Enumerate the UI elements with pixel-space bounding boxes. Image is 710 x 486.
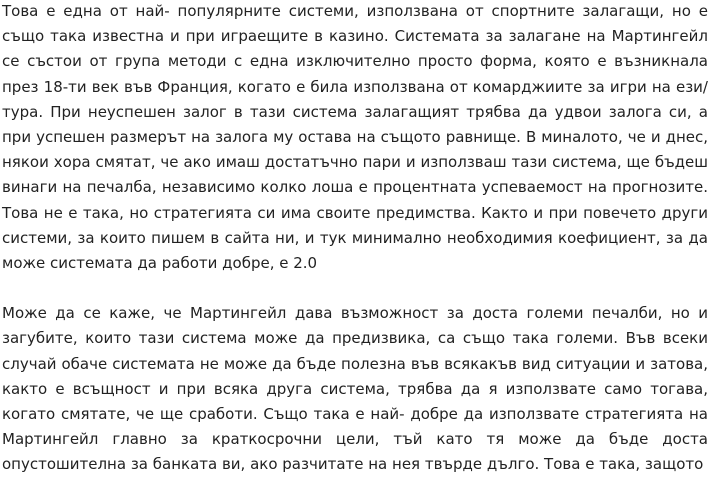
article-body [2, 0, 708, 478]
article-paragraph-1: Това е една от най- популярните системи, използвана от спортните залагащи, но е също така известна и при играещите в казино. Системата за залагане на Мартингейл се състои от група методи с една изключително просто форма, която е възникнала през 18-ти век във Франция, когато е била използвана от комарджиите за игри на ези/тура. При неуспешен залог в тази система залагащият трябва да удвои залога си, а при успешен размерът на залога му остава на същото равнище. В миналото, че и днес, някои хора смятат, че ако имаш достатъчно пари и използваш тази система, ще бъдеш винаги на печалба, независимо колко лоша е процентната успеваемост на прогнозите. Това не е така, но стратегията си има своите предимства. Както и при повечето други системи, за които пишем в сайта ни, и тук минимално необходимия коефициент, за да може системата да работи добре, е 2.0 [2, 2, 708, 273]
article-paragraph-2: Може да се каже, че Мартингейл дава възможност за доста големи печалби, но и загубите, които тази система може да предизвика, са също така големи. Във всеки случай обаче системата не може да бъде полезна във всякакъв вид ситуации и затова, както е всъщност и при всяка друга система, трябва да я използвате само тогава, когато смятате, че ще сработи. Също така е най- добре да използвате стратегията на Мартингейл главно за краткосрочни цели, тъй като тя може да бъде доста опустошителна за банката ви, ако разчитате на нея твърде дълго. Това е така, защото [2, 304, 708, 474]
